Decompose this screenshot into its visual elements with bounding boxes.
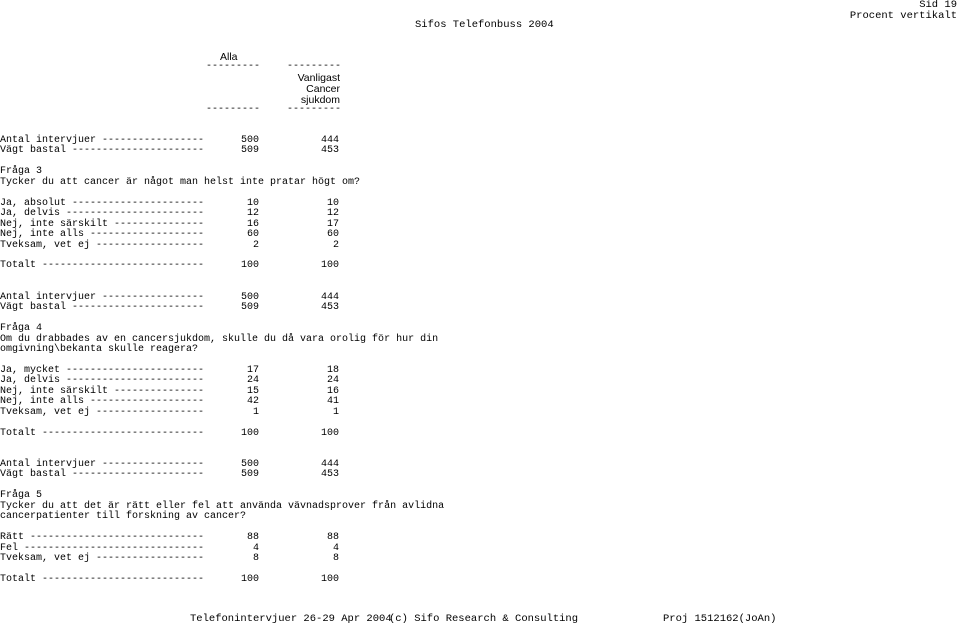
answer-row-label: Ja, delvis ----------------------- (0, 208, 205, 220)
answer-row-value-cancer: 1 (332, 406, 339, 418)
question-text-label: Fråga 4 (0, 323, 43, 335)
answer-row-value-alla: 88 (246, 532, 259, 544)
question-text-label: Tycker du att det är rätt eller fel att använda vävnadsprover från avlidna (0, 500, 445, 512)
total-row-label: Totalt --------------------------- (0, 260, 205, 272)
footer-project: Proj 1512162(JoAn) (663, 613, 777, 625)
base-row-value-alla: 500 (240, 458, 259, 470)
column-heading-alla: Alla (220, 51, 238, 63)
base-row-value-cancer: 444 (320, 135, 339, 146)
answer-row-value-cancer: 8 (332, 553, 339, 564)
base-row-label: Vägt bastal ---------------------- (0, 145, 205, 157)
base-row-value-alla: 509 (240, 469, 259, 481)
footer-dates: Telefonintervjuer 26-29 Apr 2004 (190, 613, 392, 625)
base-row-label: Vägt bastal ---------------------- (0, 469, 205, 481)
base-row-value-cancer: 444 (320, 458, 339, 470)
answer-row-value-alla: 60 (246, 229, 259, 241)
answer-row-label: Nej, inte alls ------------------- (0, 229, 205, 241)
total-row-value-cancer: 100 (320, 573, 339, 585)
question-text-label: Fråga 3 (0, 166, 43, 178)
answer-row-value-cancer: 24 (326, 375, 339, 387)
answer-row-value-alla: 10 (246, 197, 259, 209)
answer-row-value-cancer: 18 (326, 364, 339, 376)
question-text-label: omgivning\bekanta skulle reagera? (0, 344, 199, 355)
answer-row-label: Ja, delvis ----------------------- (0, 375, 205, 387)
answer-row-value-alla: 2 (252, 239, 259, 251)
base-row-value-cancer: 453 (320, 469, 339, 481)
question-text-label: Fråga 5 (0, 490, 43, 502)
column-rule: --------- (206, 61, 261, 72)
answer-row-value-alla: 24 (246, 375, 259, 387)
answer-row-value-alla: 1 (252, 406, 259, 418)
answer-row-label: Rätt ----------------------------- (0, 532, 205, 544)
base-row-value-alla: 500 (240, 135, 259, 146)
question-text-label: Om du drabbades av en cancersjukdom, skulle du då vara orolig för hur din (0, 333, 439, 345)
answer-row-value-alla: 17 (246, 364, 259, 376)
base-row-value-cancer: 453 (320, 302, 339, 314)
report-subtitle: Procent vertikalt (849, 10, 957, 22)
page-number: Sid 19 (919, 0, 957, 11)
column-rule: --------- (287, 104, 342, 115)
total-row-value-alla: 100 (240, 260, 259, 272)
total-row-value-cancer: 100 (320, 260, 339, 272)
answer-row-value-alla: 16 (246, 218, 259, 230)
total-row-value-alla: 100 (240, 573, 259, 585)
base-row-value-cancer: 453 (320, 145, 339, 157)
answer-row-value-cancer: 4 (332, 542, 339, 554)
answer-row-value-alla: 12 (246, 208, 259, 220)
answer-row-value-alla: 42 (246, 396, 259, 408)
base-row-label: Antal intervjuer ----------------- (0, 458, 205, 470)
base-row-value-alla: 500 (240, 291, 259, 303)
column-rule: --------- (287, 61, 342, 72)
column-heading-line: sjukdom (300, 94, 340, 106)
total-row-value-cancer: 100 (320, 427, 339, 439)
base-row-value-alla: 509 (240, 302, 259, 314)
answer-row-label: Tveksam, vet ej ------------------ (0, 239, 205, 251)
answer-row-value-cancer: 2 (332, 239, 339, 251)
column-heading-line: Vanligast (297, 72, 340, 84)
base-row-label: Antal intervjuer ----------------- (0, 135, 205, 146)
answer-row-value-cancer: 17 (326, 218, 339, 230)
answer-row-value-cancer: 60 (326, 229, 339, 241)
answer-row-label: Nej, inte särskilt --------------- (0, 218, 205, 230)
answer-row-value-cancer: 16 (326, 385, 339, 397)
footer-copyright: (c) Sifo Research & Consulting (389, 613, 579, 625)
total-row-label: Totalt --------------------------- (0, 573, 205, 585)
answer-row-label: Nej, inte alls ------------------- (0, 396, 205, 408)
base-row-value-cancer: 444 (320, 291, 339, 303)
base-row-label: Antal intervjuer ----------------- (0, 291, 205, 303)
answer-row-label: Tveksam, vet ej ------------------ (0, 553, 205, 564)
answer-row-label: Nej, inte särskilt --------------- (0, 385, 205, 397)
total-row-label: Totalt --------------------------- (0, 427, 205, 439)
answer-row-value-cancer: 88 (326, 532, 339, 544)
answer-row-label: Tveksam, vet ej ------------------ (0, 406, 205, 418)
answer-row-value-cancer: 41 (326, 396, 339, 408)
answer-row-label: Fel ------------------------------ (0, 542, 205, 554)
answer-row-value-alla: 4 (252, 542, 259, 554)
answer-row-value-alla: 15 (246, 385, 259, 397)
survey-name: Sifos Telefonbuss 2004 (415, 19, 554, 31)
answer-row-value-alla: 8 (252, 553, 259, 564)
column-heading-line: Cancer (306, 83, 340, 95)
base-row-value-alla: 509 (240, 145, 259, 157)
answer-row-value-cancer: 12 (326, 208, 339, 220)
column-rule: --------- (206, 104, 261, 115)
answer-row-label: Ja, mycket ----------------------- (0, 364, 205, 376)
question-text-label: Tycker du att cancer är något man helst inte pratar högt om? (0, 176, 361, 188)
question-text-label: cancerpatienter till forskning av cancer? (0, 511, 247, 523)
total-row-value-alla: 100 (240, 427, 259, 439)
answer-row-label: Ja, absolut ---------------------- (0, 197, 205, 209)
base-row-label: Vägt bastal ---------------------- (0, 302, 205, 314)
answer-row-value-cancer: 10 (326, 197, 339, 209)
